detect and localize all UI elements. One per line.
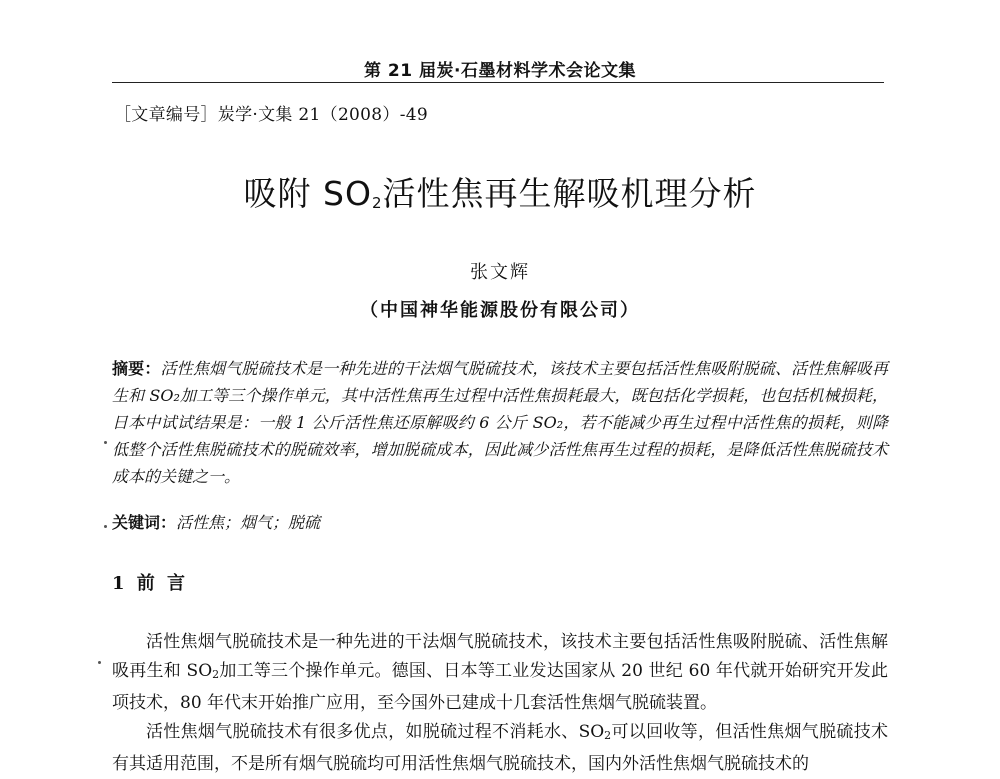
paragraph-1-part2: 加工等三个操作单元。德国、日本等工业发达国家从 20 世纪 60 年代就开始研究开发此项技术，80 年代末开始推广应用，至今国外已建成十几套活性焦烟气脱硫装置。: [112, 661, 888, 713]
paragraph-1: [112, 628, 888, 718]
article-number: ［文章编号］炭学·文集 21（2008）-49: [114, 105, 428, 125]
abstract: [112, 355, 888, 490]
keywords: [112, 510, 888, 533]
body-text: [112, 628, 888, 779]
paragraph-2-part1: 活性焦烟气脱硫技术有很多优点，如脱硫过程不消耗水、SO: [146, 722, 605, 742]
abstract-text: 活性焦烟气脱硫技术是一种先进的干法烟气脱硫技术，该技术主要包括活性焦吸附脱硫、活性焦解吸再生和 SO₂加工等三个操作单元，其中活性焦再生过程中活性焦损耗最大，既包括化学损耗，也包括机械损耗，日本中试试结果是：一般 1 公斤活性焦还原解吸约 6 公斤 SO₂，若不能减少再生过程中活性焦的损耗，则降低整个活性焦脱硫技术的脱硫效率，增加脱硫成本，因此减少活性焦再生过程的损耗，是降低活性焦脱硫技术成本的关键之一。: [112, 359, 888, 486]
title-prefix: 吸附 SO: [243, 174, 372, 213]
scan-speck: [104, 441, 107, 444]
abstract-label: 摘要：: [112, 359, 161, 378]
paragraph-2-subscript: 2: [604, 729, 612, 742]
paragraph-2: [112, 718, 888, 779]
scan-speck: [104, 525, 107, 528]
paper-title: [0, 168, 1000, 215]
paragraph-2-part2: 可以回收等，但活性焦烟气脱硫技术有其适用范围，不是所有烟气脱硫均可用活性焦烟气脱硫技术，国内外活性焦烟气脱硫技术的: [112, 722, 888, 774]
title-subscript: 2: [371, 194, 383, 212]
title-suffix: 活性焦再生解吸机理分析: [382, 174, 757, 213]
running-header: 第 21 届炭·石墨材料学术会论文集: [364, 61, 636, 81]
paragraph-1-part1: 活性焦烟气脱硫技术是一种先进的干法烟气脱硫技术，该技术主要包括活性焦吸附脱硫、活性焦解吸再生和 SO: [112, 632, 888, 681]
keywords-text: 活性焦；烟气；脱硫: [176, 513, 321, 532]
scan-speck: [98, 661, 101, 664]
author-name: 张文辉: [470, 262, 530, 283]
section-heading-introduction: 1 前 言: [112, 573, 189, 594]
keywords-label: 关键词：: [112, 513, 177, 532]
header-rule: [112, 82, 884, 83]
author-affiliation: （中国神华能源股份有限公司）: [360, 300, 640, 321]
paragraph-1-subscript: 2: [212, 668, 220, 681]
